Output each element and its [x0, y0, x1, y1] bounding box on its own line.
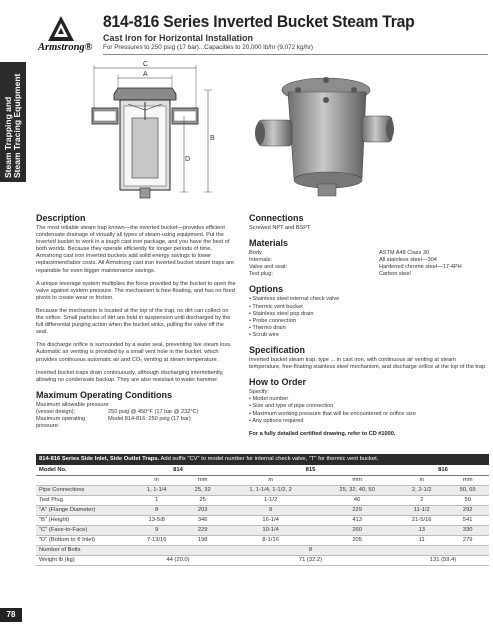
table-cell: 1-1/2 — [224, 495, 317, 505]
table-cell: 1, 1-1/4 — [132, 485, 181, 495]
table-cell: 203 — [181, 505, 224, 515]
table-cell: 131 (59.4) — [397, 555, 489, 565]
table-caption — [36, 454, 489, 465]
operating-value: 250 psig @ 450°F (17 bar @ 232°C) — [108, 408, 199, 415]
table-cell: 11-1/2 — [397, 505, 446, 515]
dimension-a-label: A — [143, 71, 148, 78]
operating-label: (vessel design): — [36, 408, 76, 415]
row-label: "C" (Face-to-Face) — [36, 525, 132, 535]
table-cell: 1, 1-1/4, 1-1/2, 2 — [224, 485, 317, 495]
unit-header: mm — [181, 475, 224, 485]
material-part: Valve and seat: — [249, 264, 288, 271]
table-cell: 71 (32.2) — [224, 555, 397, 565]
operating-conditions — [36, 402, 236, 430]
table-cell: 10-1/4 — [224, 525, 317, 535]
unit-header: in — [132, 475, 181, 485]
order-item: • Maximum working pressure that will be encountered or orifice size — [249, 410, 417, 417]
description-paragraph: Because the mechanism is located at the top of the trap, no dirt can collect on the orifice. Small particles of dirt are held in suspension until discharged by the full differential purging action when the bucket sinks, pulling the valve off the seat. — [36, 307, 231, 336]
table-cell: 1 — [132, 495, 181, 505]
order-item: • Any options required — [249, 417, 304, 424]
option-item: • Thermo drain — [249, 324, 286, 331]
table-caption-rest: Add suffix "CV" to model number for internal check valve, "T" for thermic vent bucket. — [159, 456, 379, 462]
table-cell: 346 — [181, 515, 224, 525]
connections-text: Screwed NPT and BSPT — [249, 225, 311, 231]
header-rule — [103, 54, 488, 55]
table-cell: 198 — [181, 535, 224, 545]
table-header-row — [36, 465, 489, 475]
table-cell: 50, 65 — [446, 485, 489, 495]
operating-conditions-heading: Maximum Operating Conditions — [36, 389, 173, 400]
table-cell: 8 — [132, 545, 489, 555]
table-row — [36, 535, 489, 545]
material-value: All stainless steel—304 — [379, 257, 437, 264]
certified-drawing-note: For a fully detailed certified drawing, refer to CD #1000. — [249, 430, 396, 437]
table-row — [36, 545, 489, 555]
page-subtitle: Cast Iron for Horizontal Installation — [103, 33, 254, 43]
description-heading: Description — [36, 213, 86, 223]
material-part: Internals: — [249, 257, 273, 264]
table-cell: 25, 32 — [181, 485, 224, 495]
pressure-capacity-line: For Pressures to 250 psig (17 bar)...Capacities to 20,000 lb/hr (9,072 kg/hr) — [103, 44, 314, 51]
table-cell: 330 — [446, 525, 489, 535]
row-label: Weight lb (kg) — [36, 555, 132, 565]
armstrong-logo — [38, 14, 93, 54]
table-row — [36, 515, 489, 525]
dimension-d-label: D — [185, 156, 191, 163]
unit-header: mm — [446, 475, 489, 485]
row-label: Pipe Connections — [36, 485, 132, 495]
material-part: Test plug: — [249, 271, 273, 278]
table-cell: 8-1/16 — [224, 535, 317, 545]
page-number: 78 — [0, 608, 22, 622]
material-part: Body — [249, 250, 262, 257]
table-cell: 25, 32, 40, 50 — [317, 485, 397, 495]
specs-column — [249, 213, 489, 438]
option-item: • Scrub wire — [249, 331, 279, 338]
dimensions-table — [36, 454, 489, 566]
table-row — [36, 555, 489, 565]
operating-label: Maximum allowable pressure — [36, 401, 109, 408]
how-to-order-heading: How to Order — [249, 377, 307, 388]
operating-value: Model 814-816: 250 psig (17 bar) — [108, 415, 191, 422]
description-paragraph: The most reliable steam trap known—the inverted bucket—provides efficient condensate drainage of virtually all types of steam-using equipment. Put the inverted bucket to work in a tough cast iron package, and you have the best of both worlds. Because they operate efficiently for longer periods of time, Armstrong cast iron inverted buckets add solid energy savings to lower replacement/labor costs. All Armstrong cast iron inverted bucket steam traps are repairable for even bigger maintenance savings. — [36, 225, 235, 274]
description-paragraph: A unique leverage system multiplies the force provided by the bucket to open the valve against system pressure. The mechanism is free-floating, and has no fixed pivots to create wear or friction. — [36, 280, 236, 301]
dimension-b-label: B — [210, 135, 215, 142]
unit-header: mm — [317, 475, 397, 485]
table-cell: 413 — [317, 515, 397, 525]
model-no-header: Model No. — [36, 465, 132, 475]
armstrong-logo-icon — [46, 14, 76, 44]
table-cell: 229 — [181, 525, 224, 535]
table-cell: 11 — [397, 535, 446, 545]
table-row — [36, 495, 489, 505]
row-label: "B" (Height) — [36, 515, 132, 525]
table-cell: 292 — [446, 505, 489, 515]
table-cell: 205 — [317, 535, 397, 545]
description-paragraph: Inverted bucket traps drain continuously, although discharging intermittently, allowing no condensate backup. They are also resistant to water hammer. — [36, 369, 224, 383]
table-cell: 25 — [181, 495, 224, 505]
page-title: 814-816 Series Inverted Bucket Steam Trap — [103, 12, 415, 31]
operating-label: Maximum operating pressure: — [36, 415, 86, 430]
sidebar-label — [4, 62, 22, 178]
option-item: • Probe connection — [249, 317, 297, 324]
dimension-c-label: C — [143, 61, 149, 68]
options-list — [249, 296, 489, 339]
row-label: "A" (Flange Diameter) — [36, 505, 132, 515]
model-header: 814 — [132, 465, 224, 475]
table-row — [36, 525, 489, 535]
table-row — [36, 505, 489, 515]
table-cell: 2 — [397, 495, 446, 505]
material-value: Hardened chrome steel—17-4PH — [379, 264, 462, 271]
table-row — [36, 485, 489, 495]
options-heading: Options — [249, 284, 283, 295]
unit-header: in — [397, 475, 446, 485]
trap-product-photo — [248, 70, 398, 205]
order-intro: Specify: — [249, 389, 269, 396]
row-label: Number of Bolts — [36, 545, 132, 555]
connections-heading: Connections — [249, 213, 304, 223]
model-header: 815 — [224, 465, 397, 475]
sidebar-label-line2: Steam Tracing Equipment — [12, 73, 22, 178]
material-value: Carbon steel — [379, 271, 411, 278]
table-cell: 7-13/16 — [132, 535, 181, 545]
option-item: • Thermic vent bucket — [249, 303, 303, 310]
unit-header: in — [224, 475, 317, 485]
table-cell: 279 — [446, 535, 489, 545]
specification-heading: Specification — [249, 345, 306, 356]
table-caption-bold: 814-816 Series Side Inlet, Side Outlet Traps. — [39, 456, 160, 462]
option-item: • Stainless steel internal check valve — [249, 296, 340, 303]
table-cell: 229 — [317, 505, 397, 515]
table-cell: 8 — [132, 505, 181, 515]
row-label: "D" (Bottom to ¢ Inlet) — [36, 535, 132, 545]
row-label: Test Plug — [36, 495, 132, 505]
description-column — [36, 213, 236, 430]
table-cell: 9 — [224, 505, 317, 515]
logo-wordmark: Armstrong® — [38, 42, 93, 53]
sidebar — [0, 0, 26, 640]
material-value: ASTM A48 Class 30 — [379, 250, 430, 257]
description-paragraph: The discharge orifice is surrounded by a water seal, preventing live steam loss. Automatic air venting is provided by a small vent hole in the bucket, which provides continuous automatic air and CO₂ venting at steam temperature. — [36, 342, 232, 363]
table-cell: 40 — [317, 495, 397, 505]
specification-text: Inverted bucket steam trap, type ... in cast iron, with continuous air venting at steam temperature, free-floating stainless steel mechanism, and discharge orifice at the top of the trap. — [249, 357, 487, 371]
order-list — [249, 396, 489, 424]
materials-list — [249, 250, 489, 278]
table-units-row — [36, 475, 489, 485]
table-cell: 13-5/8 — [132, 515, 181, 525]
order-item: • Model number — [249, 396, 289, 403]
table-cell: 50 — [446, 495, 489, 505]
sidebar-label-line1: Steam Trapping and — [3, 96, 13, 178]
table-cell: 44 (20.0) — [132, 555, 224, 565]
table-cell: 9 — [132, 525, 181, 535]
model-header: 816 — [397, 465, 489, 475]
table-cell: 13 — [397, 525, 446, 535]
table-cell: 16-1/4 — [224, 515, 317, 525]
option-item: • Stainless steel pop drain — [249, 310, 314, 317]
table-cell: 21-5/16 — [397, 515, 446, 525]
table-cell: 541 — [446, 515, 489, 525]
order-item: • Size and type of pipe connection — [249, 403, 334, 410]
trap-cutaway-diagram — [88, 60, 238, 205]
table-cell: 260 — [317, 525, 397, 535]
materials-heading: Materials — [249, 238, 289, 249]
table-cell: 2, 2-1/2 — [397, 485, 446, 495]
